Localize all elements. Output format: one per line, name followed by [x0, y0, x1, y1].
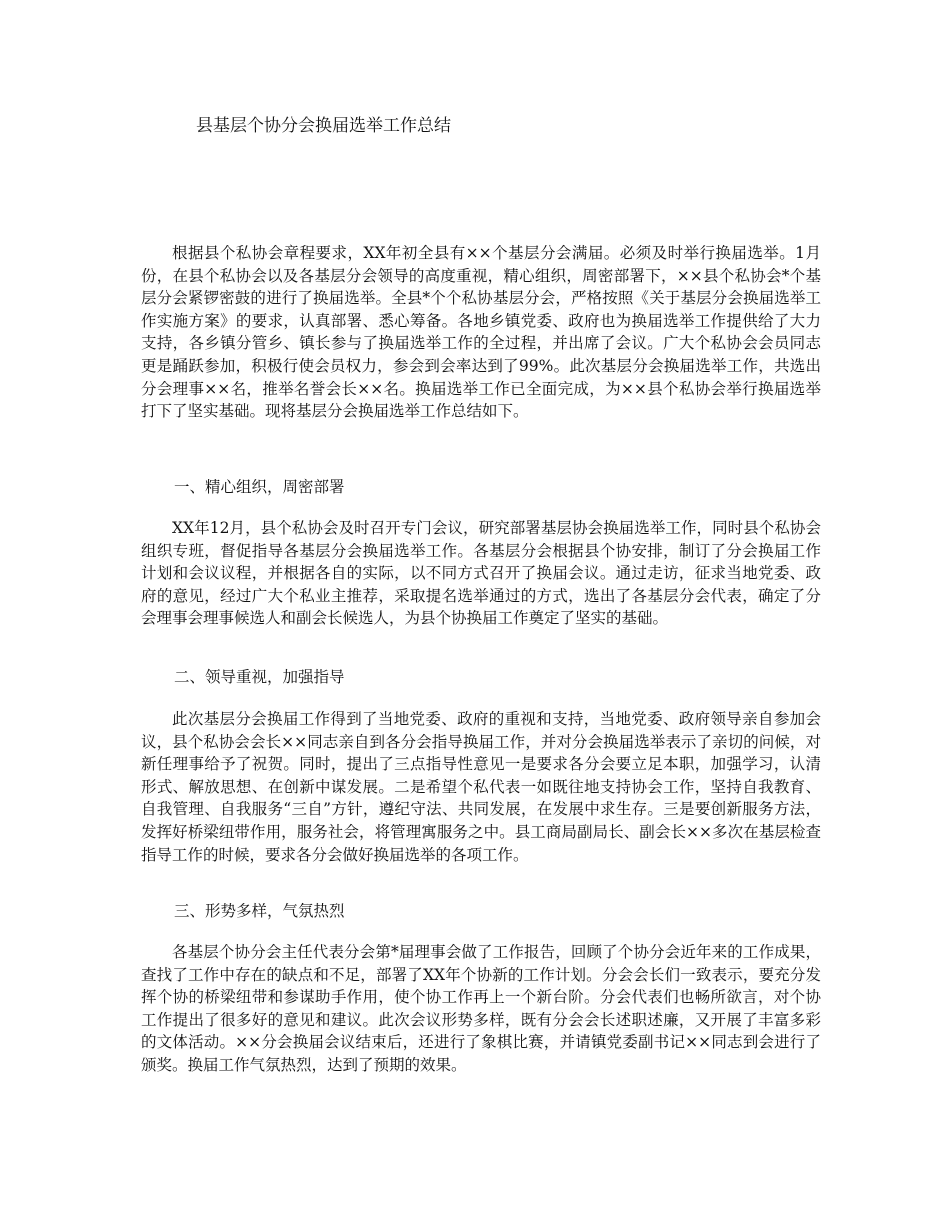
- section-body-1: XX年12月，县个私协会及时召开专门会议，研究部署基层协会换届选举工作，同时县个私协会组织专班，督促指导各基层分会换届选举工作。各基层分会根据县个协安排，制订了分会换届工作计划和会议议程，并根据各自的实际，以不同方式召开了换届会议。通过走访，征求当地党委、政府的意见，经过广大个私业主推荐，采取提名选举通过的方式，选出了各基层分会代表，确定了分会理事会理事候选人和副会长候选人，为县个协换届工作奠定了坚实的基础。: [141, 519, 821, 628]
- section-body-2: 此次基层分会换届工作得到了当地党委、政府的重视和支持，当地党委、政府领导亲自参加会议，县个私协会会长××同志亲自到各分会指导换届工作，并对分会换届选举表示了亲切的问候，对新任理事给予了祝贺。同时，提出了三点指导性意见一是要求各分会要立足本职，加强学习，认清形式、解放思想、在创新中谋发展。二是希望个私代表一如既往地支持协会工作，坚持自我教育、自我管理、自我服务“三自”方针，遵纪守法、共同发展，在发展中求生存。三是要创新服务方法，发挥好桥梁纽带作用，服务社会，将管理寓服务之中。县工商局副局长、副会长××多次在基层检查指导工作的时候，要求各分会做好换届选举的各项工作。: [141, 710, 821, 864]
- intro-paragraph: 根据县个私协会章程要求，XX年初全县有××个基层分会满届。必须及时举行换届选举。1月份，在县个私协会以及各基层分会领导的高度重视，精心组织，周密部署下，××县个私协会*个基层分会紧锣密鼓的进行了换届选举。全县*个个私协基层分会，严格按照《关于基层分会换届选举工作实施方案》的要求，认真部署、悉心筹备。各地乡镇党委、政府也为换届选举工作提供给了大力支持，各乡镇分管乡、镇长参与了换届选举工作的全过程，并出席了会议。广大个私协会会员同志更是踊跃参加，积极行使会员权力，参会到会率达到了99%。此次基层分会换届选举工作，共选出分会理事××名，推举名誉会长××名。换届选举工作已全面完成，为××县个私协会举行换届选举打下了坚实基础。现将基层分会换届选举工作总结如下。: [141, 244, 821, 421]
- section-heading-3: 三、形势多样，气氛热烈: [174, 902, 345, 920]
- document-title: 县基层个协分会换届选举工作总结: [196, 116, 451, 136]
- section-heading-1: 一、精心组织，周密部署: [174, 478, 345, 496]
- section-body-3: 各基层个协分会主任代表分会第*届理事会做了工作报告，回顾了个协分会近年来的工作成果，查找了工作中存在的缺点和不足，部署了XX年个协新的工作计划。分会会长们一致表示，要充分发挥个协的桥梁纽带和参谋助手作用，使个协工作再上一个新台阶。分会代表们也畅所欲言，对个协工作提出了很多好的意见和建议。此次会议形势多样，既有分会会长述职述廉，又开展了丰富多彩的文体活动。××分会换届会议结束后，还进行了象棋比赛，并请镇党委副书记××同志到会进行了颁奖。换届工作气氛热烈，达到了预期的效果。: [141, 943, 821, 1074]
- section-heading-2: 二、领导重视，加强指导: [174, 668, 345, 686]
